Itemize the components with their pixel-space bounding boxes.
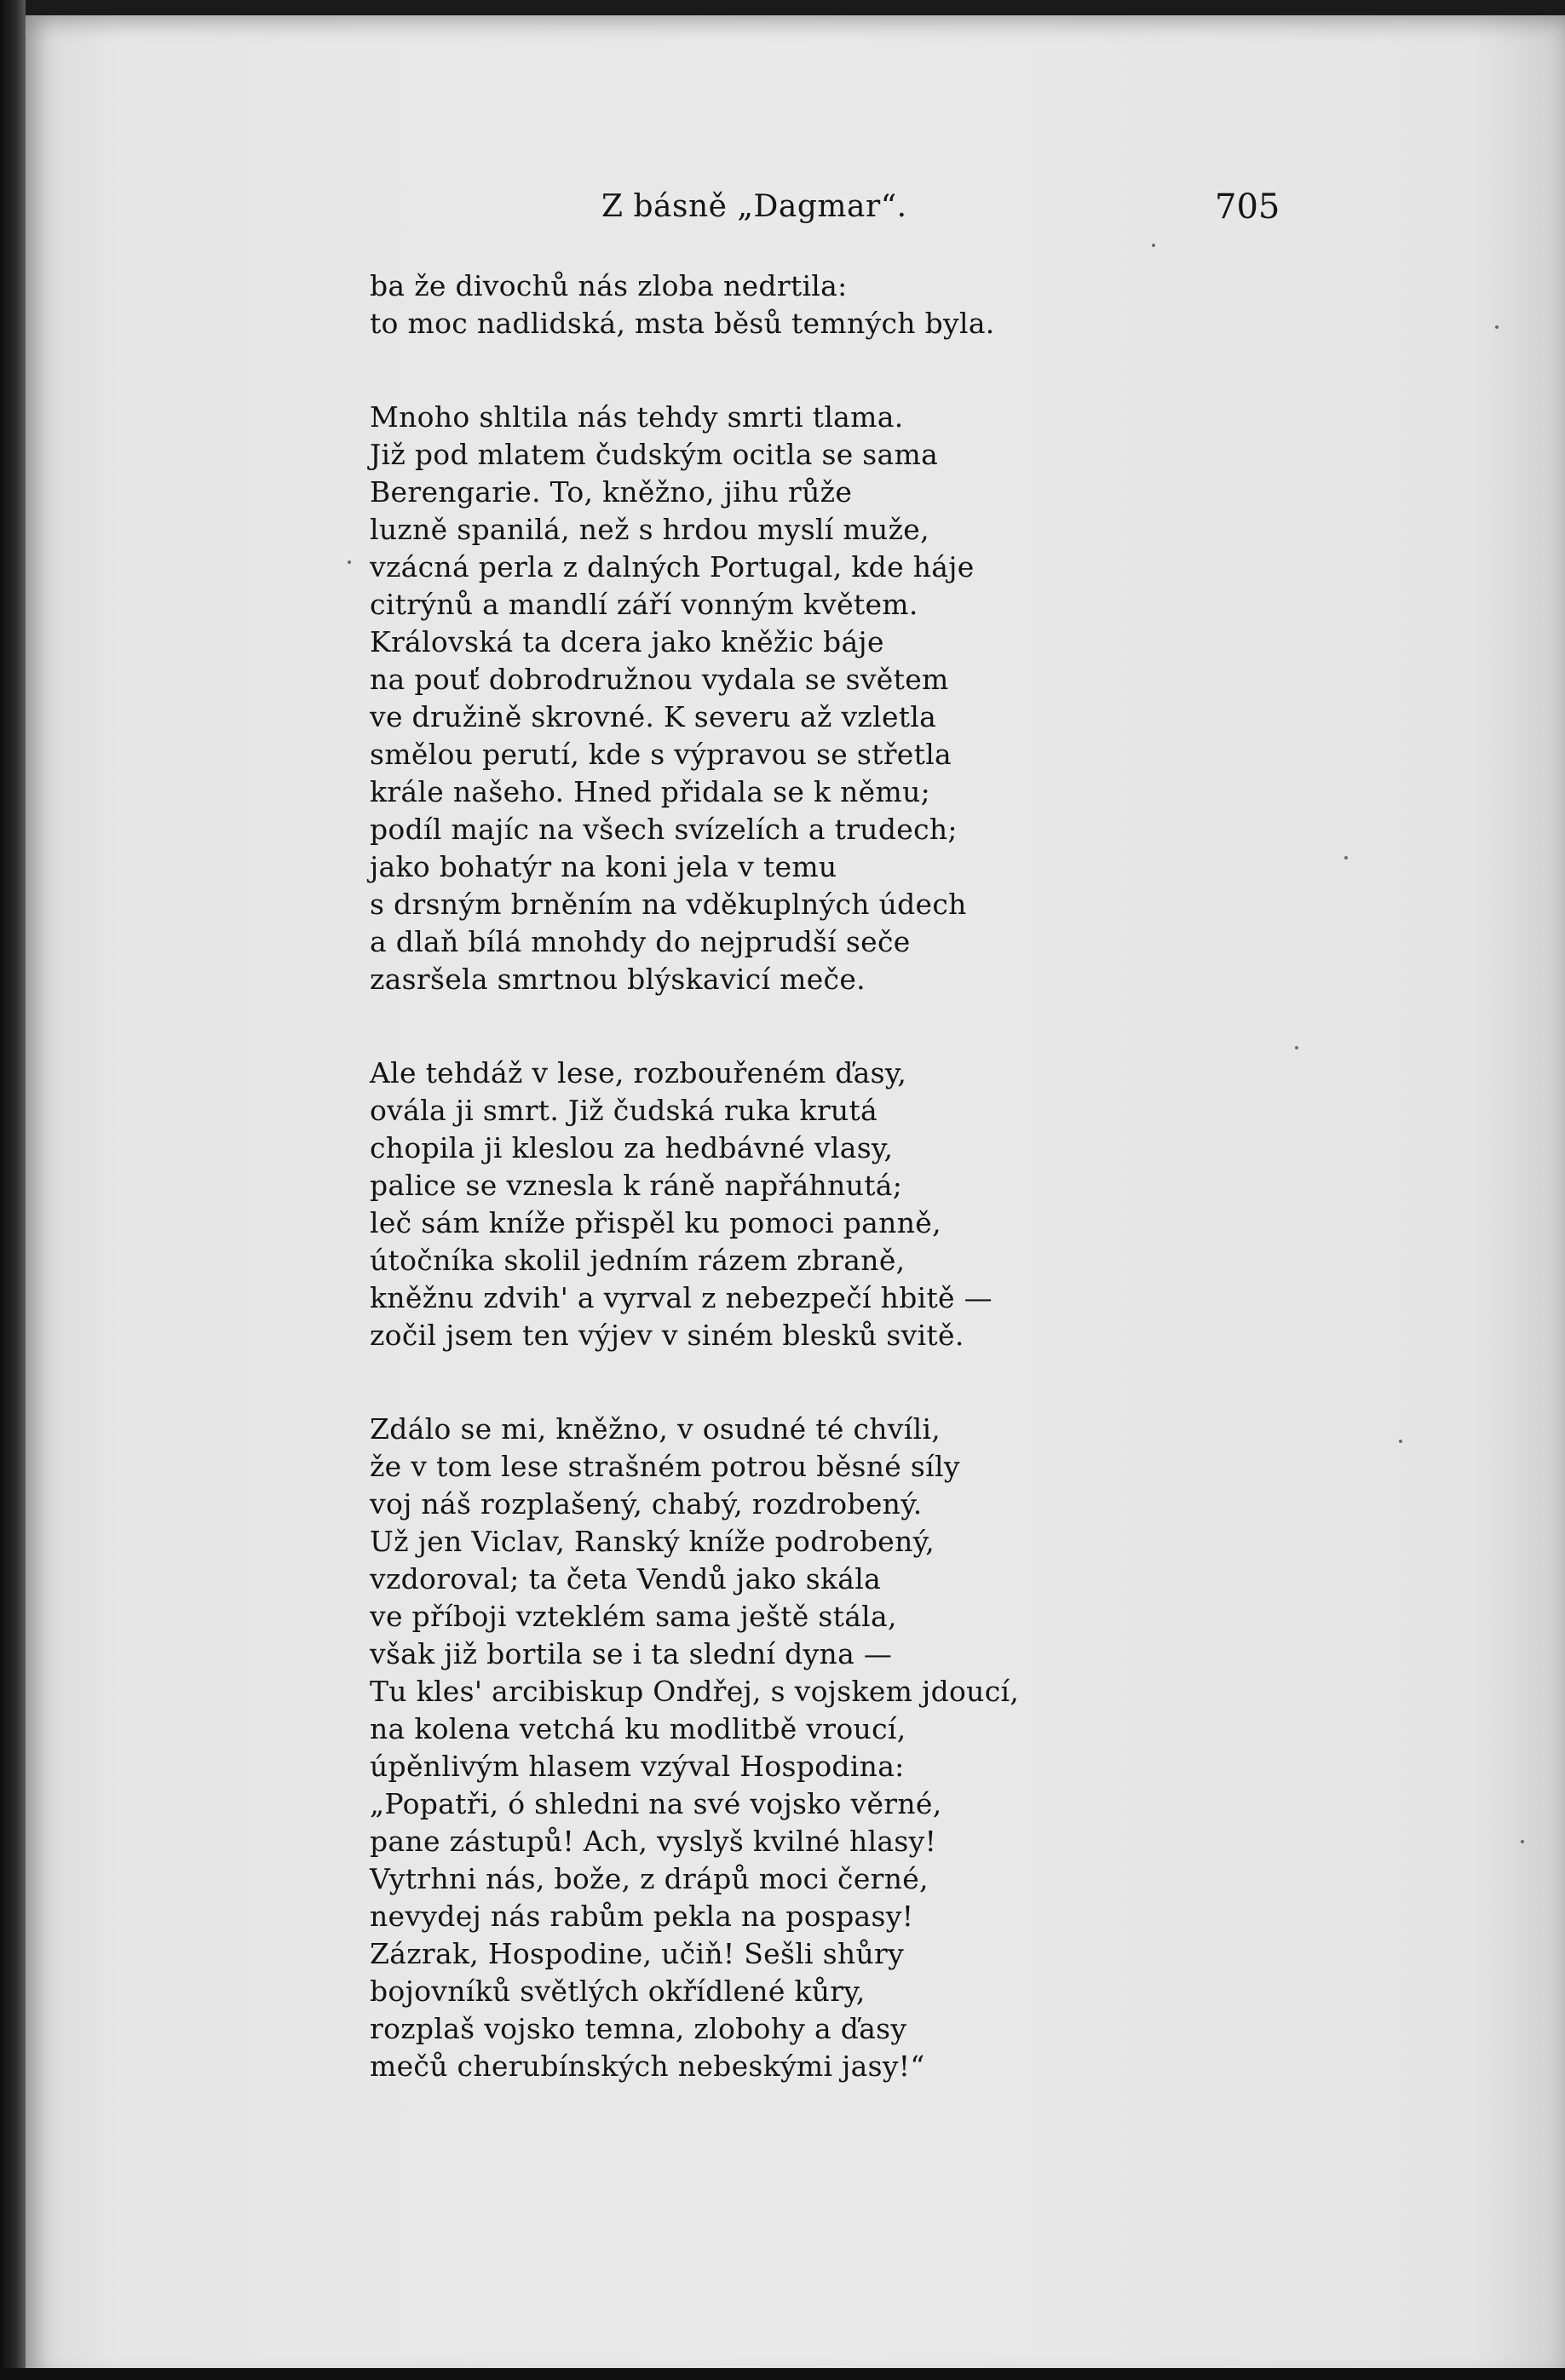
poem-line: citrýnů a mandlí září vonným květem. — [370, 588, 918, 621]
running-head — [26, 189, 1565, 240]
poem-line: Tu kles' arcibiskup Ondřej, s vojskem jdoucí, — [370, 1675, 1020, 1708]
poem-line: však již bortila se i ta slední dyna — — [370, 1637, 893, 1670]
poem-line: na pouť dobrodružnou vydala se světem — [370, 663, 949, 696]
poem-line: ovála ji smrt. Již čudská ruka krutá — [370, 1094, 877, 1127]
poem-line: Královská ta dcera jako kněžic báje — [370, 625, 884, 658]
paper-speck — [1152, 244, 1155, 247]
page-number: 705 — [1215, 187, 1280, 227]
poem-line: Vytrhni nás, bože, z drápů moci černé, — [370, 1862, 929, 1895]
paper-speck — [1344, 856, 1348, 859]
poem-line: to moc nadlidská, msta běsů temných byla. — [370, 307, 995, 340]
poem-line: palice se vznesla k ráně napřáhnutá; — [370, 1169, 903, 1202]
poem-line: voj náš rozplašený, chabý, rozdrobený. — [370, 1487, 923, 1521]
scan-bottom-edge — [0, 2368, 1565, 2380]
poem-line: krále našeho. Hned přidala se k němu; — [370, 775, 931, 808]
stanza-3 — [370, 1055, 1222, 1354]
stanza-1 — [370, 267, 1222, 342]
stanza-4 — [370, 1411, 1222, 2085]
book-gutter-edge — [0, 0, 26, 2380]
poem-line: jako bohatýr na koni jela v temu — [370, 850, 837, 883]
poem-line: rozplaš vojsko temna, zlobohy a ďasy — [370, 2012, 907, 2045]
poem-line: „Popatři, ó shledni na své vojsko věrné, — [370, 1787, 942, 1820]
poem-line: Zdálo se mi, kněžno, v osudné té chvíli, — [370, 1412, 941, 1446]
running-head-title: Z básně „Dagmar“. — [601, 189, 907, 224]
poem-line: zasršela smrtnou blýskavicí meče. — [370, 963, 866, 996]
poem-line: luzně spanilá, než s hrdou myslí muže, — [370, 513, 929, 546]
poem-line: ve příboji vzteklém sama ještě stála, — [370, 1600, 897, 1633]
poem-line: kněžnu zdvih' a vyrval z nebezpečí hbitě — — [370, 1281, 993, 1314]
poem-line: Již pod mlatem čudským ocitla se sama — [370, 438, 939, 471]
paper-speck — [1521, 1840, 1524, 1843]
poem-line: leč sám kníže přispěl ku pomoci panně, — [370, 1206, 941, 1239]
poem-line: smělou perutí, kde s výpravou se střetla — [370, 738, 952, 771]
poem-line: Už jen Viclav, Ranský kníže podrobený, — [370, 1525, 935, 1558]
poem-line: zočil jsem ten výjev v siném blesků svitě. — [370, 1319, 964, 1352]
poem-line: s drsným brněním na vděkuplných údech — [370, 888, 967, 921]
poem-line: Ale tehdáž v lese, rozbouřeném ďasy, — [370, 1056, 907, 1089]
poem-line: podíl majíc na všech svízelích a trudech; — [370, 813, 958, 846]
poem-line: úpěnlivým hlasem vzýval Hospodina: — [370, 1750, 905, 1783]
poem-line: ba že divochů nás zloba nedrtila: — [370, 269, 848, 302]
poem-line: vzácná perla z dalných Portugal, kde háje — [370, 550, 975, 584]
poem-line: bojovníků světlých okřídlené kůry, — [370, 1975, 866, 2008]
poem-line: na kolena vetchá ku modlitbě vroucí, — [370, 1712, 906, 1745]
poem-line: Mnoho shltila nás tehdy smrti tlama. — [370, 400, 904, 434]
stanza-2 — [370, 399, 1222, 998]
poem-line: Zázrak, Hospodine, učiň! Sešli shůry — [370, 1937, 905, 1970]
poem-body — [370, 267, 1222, 2085]
poem-line: nevydej nás rabům pekla na pospasy! — [370, 1900, 914, 1933]
paper-speck — [348, 561, 351, 564]
paper-speck — [1399, 1440, 1402, 1443]
poem-line: Berengarie. To, kněžno, jihu růže — [370, 475, 853, 509]
paper-speck — [1495, 325, 1499, 329]
poem-line: chopila ji kleslou za hedbávné vlasy, — [370, 1131, 894, 1164]
poem-line: že v tom lese strašném potrou běsné síly — [370, 1450, 960, 1483]
poem-line: pane zástupů! Ach, vyslyš kvilné hlasy! — [370, 1825, 937, 1858]
poem-line: a dlaň bílá mnohdy do nejprudší seče — [370, 925, 911, 958]
poem-line: mečů cherubínských nebeskými jasy!“ — [370, 2049, 925, 2083]
paper-speck — [1295, 1046, 1298, 1049]
poem-line: ve družině skrovné. K severu až vzletla — [370, 700, 937, 733]
poem-line: vzdoroval; ta četa Vendů jako skála — [370, 1562, 882, 1595]
poem-line: útočníka skolil jedním rázem zbraně, — [370, 1244, 906, 1277]
